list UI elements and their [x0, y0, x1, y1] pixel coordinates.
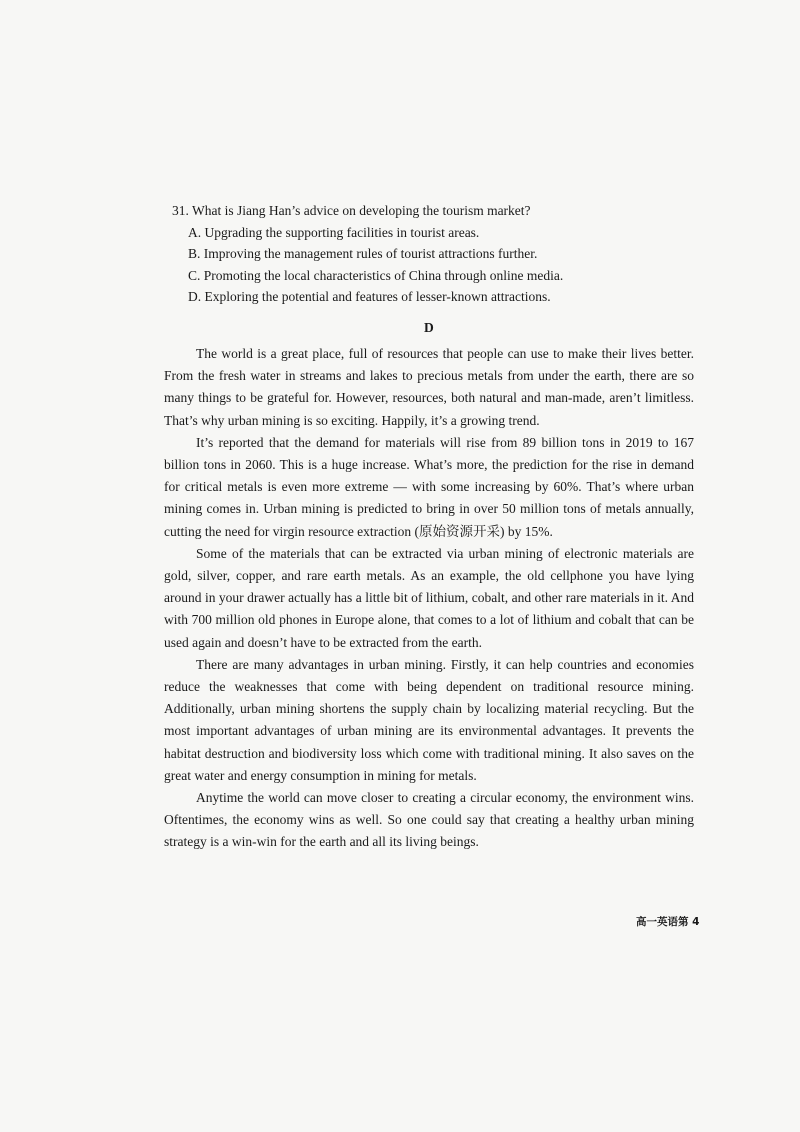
option-d: D. Exploring the potential and features of lesser-known attractions. — [188, 289, 551, 304]
reading-passage — [164, 343, 694, 854]
paragraph-3: Some of the materials that can be extracted via urban mining of electronic materials are gold, silver, copper, and rare earth metals. As an example, the old cellphone you have lying around in your drawer actually has a little bit of lithium, cobalt, and other rare materials in it. And with 700 million old phones in Europe alone, that comes to a lot of lithium and cobalt that can be used again and doesn’t have to be extracted from the earth. — [164, 545, 694, 650]
option-c: C. Promoting the local characteristics of China through online media. — [188, 267, 564, 283]
paragraph-1: The world is a great place, full of resources that people can use to make their lives better. From the fresh water in streams and lakes to precious metals from under the earth, there are so many things to be grateful for. However, resources, both natural and man-made, aren’t limitless. That’s why urban mining is so exciting. Happily, it’s a growing trend. — [164, 346, 694, 428]
section-heading: D — [424, 320, 434, 335]
paragraph-4: There are many advantages in urban mining. Firstly, it can help countries and economies reduce the weaknesses that come with being dependent on traditional resource mining. Additionally, urban mining shortens the supply chain by localizing material recycling. But the most important advantages of urban mining are its environmental advantages. It prevents the habitat destruction and biodiversity loss which come with traditional mining. It also saves on the great water and energy consumption in mining for metals. — [164, 656, 694, 783]
page-footer: 高一英语第 4 — [636, 916, 700, 928]
paragraph-5: Anytime the world can move closer to creating a circular economy, the environment wins. Oftentimes, the economy wins as well. So one could say that creating a healthy urban mining strategy is a win-win for the earth and all its living beings. — [164, 790, 694, 850]
question-31 — [172, 200, 692, 308]
option-a: A. Upgrading the supporting facilities in tourist areas. — [188, 224, 480, 240]
option-b: B. Improving the management rules of tourist attractions further. — [188, 246, 538, 261]
paragraph-2: It’s reported that the demand for materials will rise from 89 billion tons in 2019 to 167 billion tons in 2060. This is a huge increase. What’s more, the prediction for the rise in demand for critical metals is even more extreme — with some increasing by 60%. That’s where urban mining comes in. Urban mining is predicted to bring in over 50 million tons of metals annually, cutting the need for virgin resource extraction (原始资源开采) by 15%. — [164, 434, 694, 539]
question-stem: 31. What is Jiang Han’s advice on developing the tourism market? — [172, 203, 531, 218]
